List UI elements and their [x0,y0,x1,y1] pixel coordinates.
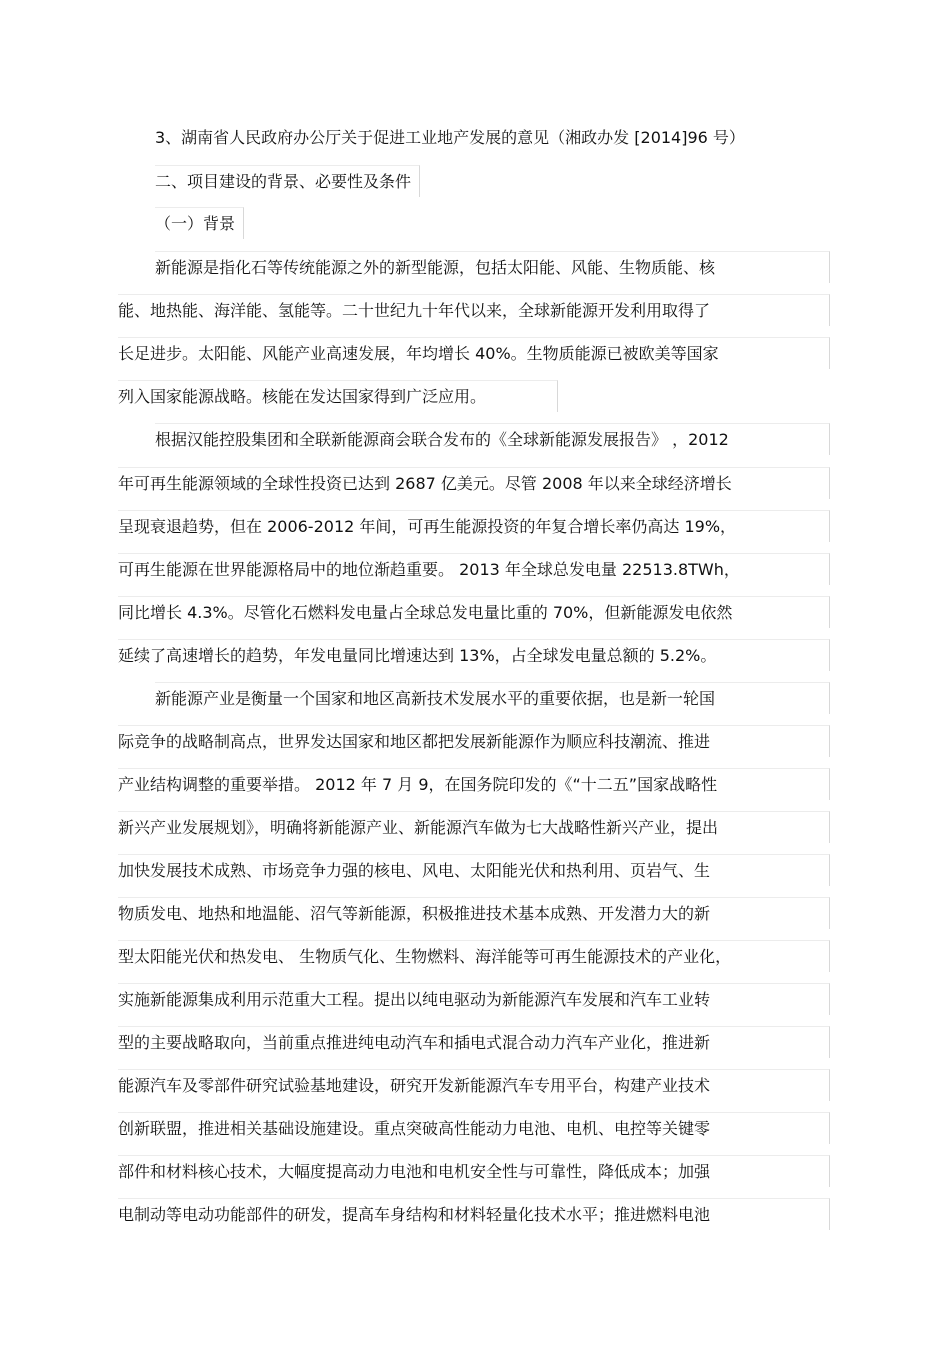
section-heading: 二、项目建设的背景、必要性及条件 [155,165,420,197]
paragraph-line: 新兴产业发展规划》，明确将新能源产业、新能源汽车做为七大战略性新兴产业，提出 [118,811,830,843]
paragraph-line: 呈现衰退趋势，但在 2006-2012 年间，可再生能源投资的年复合增长率仍高达 19%， [118,510,830,542]
paragraph-line: 可再生能源在世界能源格局中的地位渐趋重要。 2013 年全球总发电量 22513.8TWh， [118,553,830,585]
paragraph-line: 际竞争的战略制高点，世界发达国家和地区都把发展新能源作为顺应科技潮流、推进 [118,725,830,757]
paragraph-line: 型太阳能光伏和热发电、 生物质气化、生物燃料、海洋能等可再生能源技术的产业化， [118,940,830,972]
paragraph-line: 同比增长 4.3%。尽管化石燃料发电量占全球总发电量比重的 70%，但新能源发电依然 [118,596,830,628]
paragraph-line: 加快发展技术成熟、市场竞争力强的核电、风电、太阳能光伏和热利用、页岩气、生 [118,854,830,886]
paragraph-line: 物质发电、地热和地温能、沼气等新能源，积极推进技术基本成熟、开发潜力大的新 [118,897,830,929]
paragraph-line: 年可再生能源领域的全球性投资已达到 2687 亿美元。尽管 2008 年以来全球经济增长 [118,467,830,499]
paragraph-line: 型的主要战略取向，当前重点推进纯电动汽车和插电式混合动力汽车产业化，推进新 [118,1026,830,1058]
paragraph-line: 产业结构调整的重要举措。 2012 年 7 月 9，在国务院印发的《“十二五”国家战略性 [118,768,830,800]
paragraph-line: 延续了高速增长的趋势，年发电量同比增速达到 13%，占全球发电量总额的 5.2%。 [118,639,830,671]
text-line-1: 3、湖南省人民政府办公厅关于促进工业地产发展的意见（湘政办发 [2014]96 号） [155,128,745,147]
paragraph-line: 新能源产业是衡量一个国家和地区高新技术发展水平的重要依据，也是新一轮国 [155,682,830,714]
paragraph-line: 长足进步。太阳能、风能产业高速发展，年均增长 40%。生物质能源已被欧美等国家 [118,337,830,369]
paragraph-line: 能源汽车及零部件研究试验基地建设，研究开发新能源汽车专用平台，构建产业技术 [118,1069,830,1101]
paragraph-line: 新能源是指化石等传统能源之外的新型能源，包括太阳能、风能、生物质能、核 [155,251,830,283]
paragraph-line: 列入国家能源战略。核能在发达国家得到广泛应用。 [118,380,558,412]
paragraph-line: 部件和材料核心技术，大幅度提高动力电池和电机安全性与可靠性，降低成本；加强 [118,1155,830,1187]
paragraph-line: 实施新能源集成利用示范重大工程。提出以纯电驱动为新能源汽车发展和汽车工业转 [118,983,830,1015]
paragraph-line: 电制动等电动功能部件的研发，提高车身结构和材料轻量化技术水平；推进燃料电池 [118,1198,830,1230]
subsection-heading: （一）背景 [155,207,244,239]
paragraph-line: 根据汉能控股集团和全联新能源商会联合发布的《全球新能源发展报告》 ，2012 [155,423,830,455]
paragraph-line: 创新联盟，推进相关基础设施建设。重点突破高性能动力电池、电机、电控等关键零 [118,1112,830,1144]
paragraph-line: 能、地热能、海洋能、氢能等。二十世纪九十年代以来，全球新能源开发利用取得了 [118,294,830,326]
